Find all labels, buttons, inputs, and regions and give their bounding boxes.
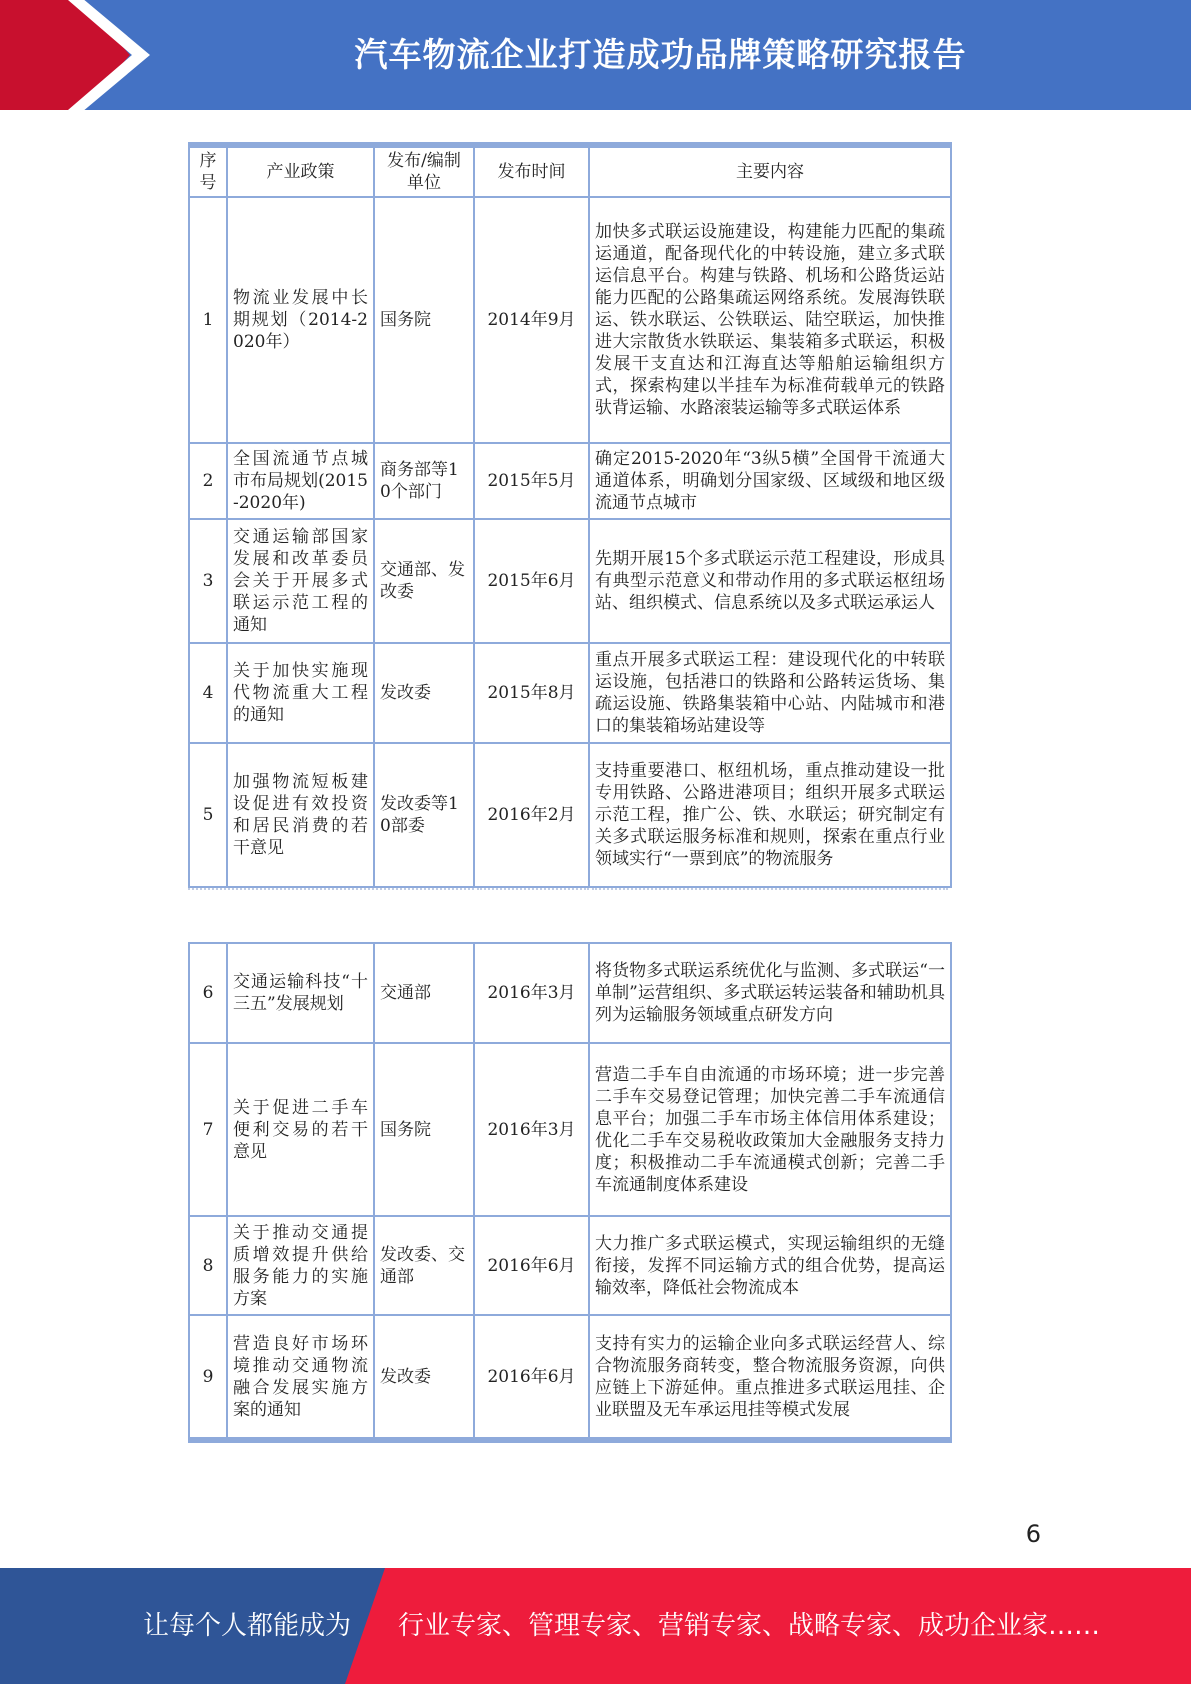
- row-no: 4: [189, 643, 227, 743]
- row-issuer: 国务院: [374, 1043, 474, 1216]
- row-issuer: 国务院: [374, 197, 474, 443]
- table-row: [189, 443, 951, 519]
- row-policy: 全国流通节点城市布局规划(2015-2020年): [227, 443, 374, 519]
- header-content: 主要内容: [589, 145, 951, 197]
- table-row: [189, 743, 951, 887]
- header-date: 发布时间: [474, 145, 589, 197]
- row-content: 大力推广多式联运模式，实现运输组织的无缝衔接，发挥不同运输方式的组合优势，提高运输效率，降低社会物流成本: [589, 1216, 951, 1315]
- row-issuer: 发改委、交通部: [374, 1216, 474, 1315]
- page-header: [0, 0, 1191, 110]
- row-policy: 关于加快实施现代物流重大工程的通知: [227, 643, 374, 743]
- row-policy: 营造良好市场环境推动交通物流融合发展实施方案的通知: [227, 1315, 374, 1440]
- row-issuer: 商务部等10个部门: [374, 443, 474, 519]
- row-content: 加快多式联运设施建设，构建能力匹配的集疏运通道，配备现代化的中转设施，建立多式联运信息平台。构建与铁路、机场和公路货运站能力匹配的公路集疏运网络系统。发展海铁联运、铁水联运、公铁联运、陆空联运，加快推进大宗散货水铁联运、集装箱多式联运，积极发展干支直达和江海直达等船舶运输组织方式，探索构建以半挂车为标准荷载单元的铁路驮背运输、水路滚装运输等多式联运体系: [589, 197, 951, 443]
- policy-table-part-1: [188, 142, 950, 888]
- page-number: 6: [1025, 1520, 1041, 1548]
- row-date: 2016年2月: [474, 743, 589, 887]
- row-date: 2016年6月: [474, 1216, 589, 1315]
- table-row: [189, 643, 951, 743]
- report-title: 汽车物流企业打造成功品牌策略研究报告: [354, 35, 967, 74]
- table-row: [189, 943, 951, 1043]
- header-no: 序号: [189, 145, 227, 197]
- row-date: 2015年5月: [474, 443, 589, 519]
- row-content: 先期开展15个多式联运示范工程建设，形成具有典型示范意义和带动作用的多式联运枢纽场站、组织模式、信息系统以及多式联运承运人: [589, 519, 951, 643]
- row-no: 2: [189, 443, 227, 519]
- row-issuer: 交通部: [374, 943, 474, 1043]
- row-issuer: 发改委等10部委: [374, 743, 474, 887]
- row-issuer: 发改委: [374, 1315, 474, 1440]
- table-row: [189, 1043, 951, 1216]
- page-footer: [0, 1568, 1191, 1684]
- policy-table-part-2: [188, 942, 950, 1443]
- table-row: [189, 197, 951, 443]
- row-issuer: 交通部、发改委: [374, 519, 474, 643]
- table-row: [189, 1315, 951, 1440]
- footer-slogan-left: 让每个人都能成为: [143, 1611, 352, 1641]
- row-content: 重点开展多式联运工程：建设现代化的中转联运设施，包括港口的铁路和公路转运货场、集疏运设施、铁路集装箱中心站、内陆城市和港口的集装箱场站建设等: [589, 643, 951, 743]
- row-content: 确定2015-2020年“3纵5横”全国骨干流通大通道体系，明确划分国家级、区域级和地区级流通节点城市: [589, 443, 951, 519]
- row-issuer: 发改委: [374, 643, 474, 743]
- table-row: [189, 1216, 951, 1315]
- row-content: 支持重要港口、枢纽机场，重点推动建设一批专用铁路、公路进港项目；组织开展多式联运示范工程，推广公、铁、水联运；研究制定有关多式联运服务标准和规则，探索在重点行业领域实行“一票到底”的物流服务: [589, 743, 951, 887]
- row-date: 2015年8月: [474, 643, 589, 743]
- row-policy: 加强物流短板建设促进有效投资和居民消费的若干意见: [227, 743, 374, 887]
- row-policy: 关于促进二手车便利交易的若干意见: [227, 1043, 374, 1216]
- row-policy: 物流业发展中长期规划（2014-2020年）: [227, 197, 374, 443]
- row-policy: 交通运输科技“十三五”发展规划: [227, 943, 374, 1043]
- row-content: 支持有实力的运输企业向多式联运经营人、综合物流服务商转变，整合物流服务资源，向供应链上下游延伸。重点推进多式联运甩挂、企业联盟及无车承运甩挂等模式发展: [589, 1315, 951, 1440]
- row-date: 2015年6月: [474, 519, 589, 643]
- row-no: 7: [189, 1043, 227, 1216]
- row-content: 将货物多式联运系统优化与监测、多式联运“一单制”运营组织、多式联运转运装备和辅助机具列为运输服务领域重点研发方向: [589, 943, 951, 1043]
- table-row: [189, 519, 951, 643]
- row-content: 营造二手车自由流通的市场环境；进一步完善二手车交易登记管理；加快完善二手车流通信息平台；加强二手车市场主体信用体系建设；优化二手车交易税收政策加大金融服务支持力度；积极推动二手车流通模式创新；完善二手车流通制度体系建设: [589, 1043, 951, 1216]
- row-no: 9: [189, 1315, 227, 1440]
- row-date: 2014年9月: [474, 197, 589, 443]
- row-policy: 关于推动交通提质增效提升供给服务能力的实施方案: [227, 1216, 374, 1315]
- row-no: 8: [189, 1216, 227, 1315]
- header-issuer: 发布/编制单位: [374, 145, 474, 197]
- row-no: 3: [189, 519, 227, 643]
- row-date: 2016年6月: [474, 1315, 589, 1440]
- footer-slogan-right: 行业专家、管理专家、营销专家、战略专家、成功企业家……: [398, 1611, 1101, 1641]
- row-date: 2016年3月: [474, 943, 589, 1043]
- row-no: 1: [189, 197, 227, 443]
- row-policy: 交通运输部国家发展和改革委员会关于开展多式联运示范工程的通知: [227, 519, 374, 643]
- header-red-chevron: [0, 0, 130, 110]
- table-cut-line: [188, 888, 950, 894]
- row-date: 2016年3月: [474, 1043, 589, 1216]
- row-no: 6: [189, 943, 227, 1043]
- row-no: 5: [189, 743, 227, 887]
- header-policy: 产业政策: [227, 145, 374, 197]
